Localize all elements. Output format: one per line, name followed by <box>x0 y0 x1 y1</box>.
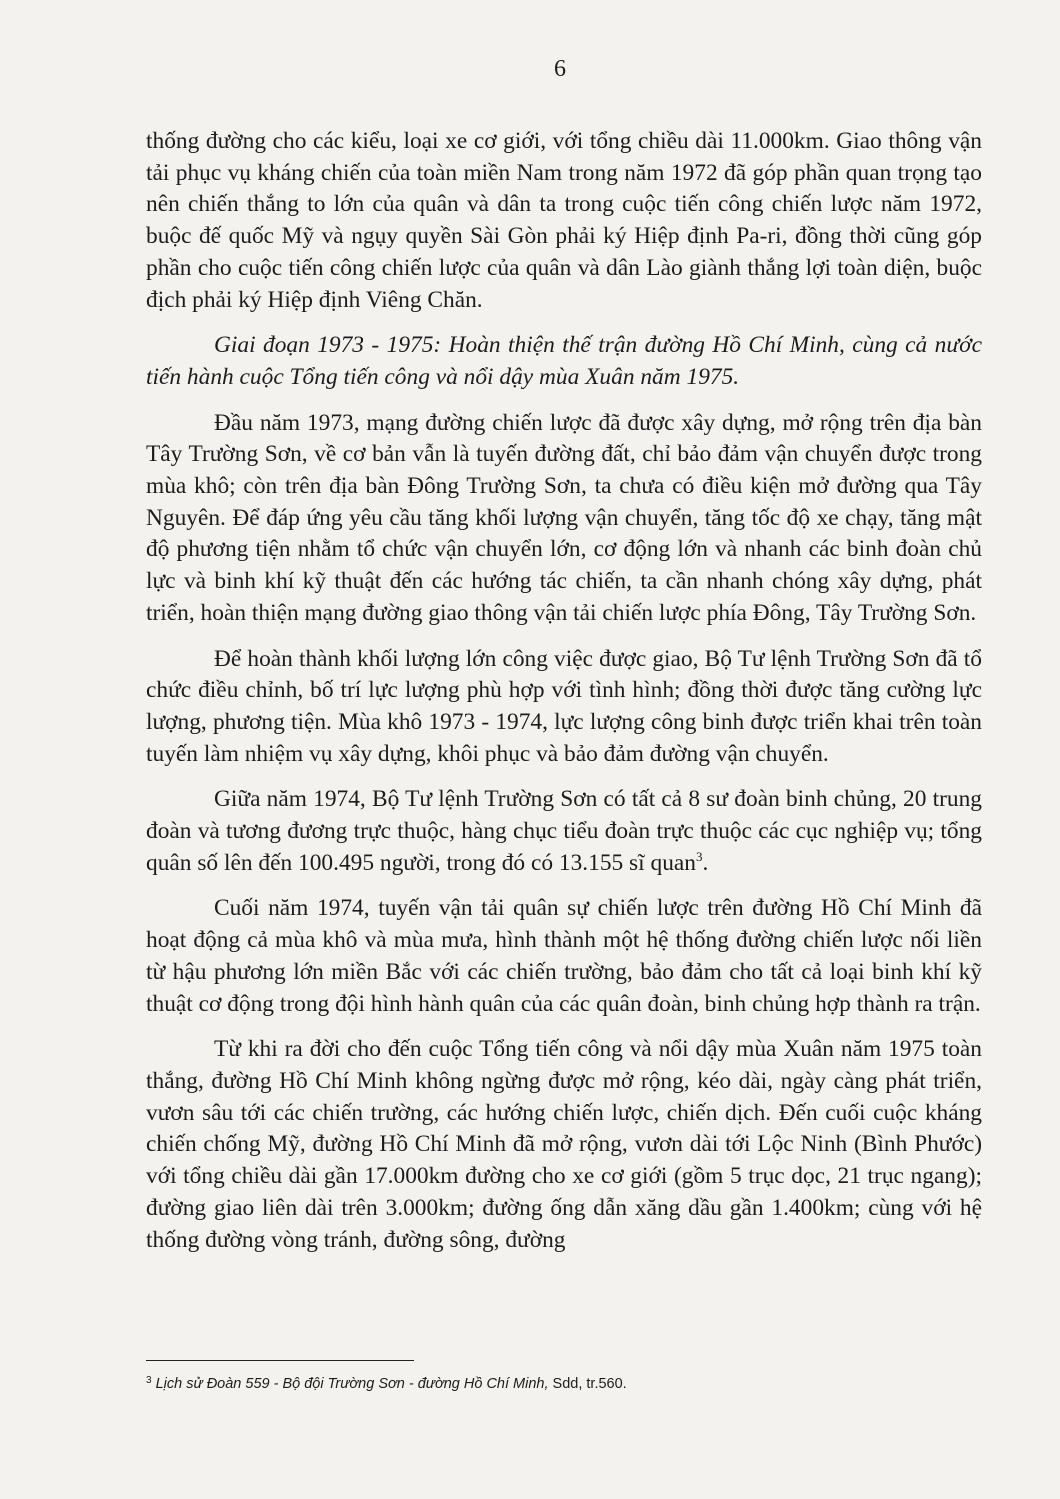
footnote-divider <box>146 1360 414 1361</box>
page-number: 6 <box>554 56 566 82</box>
footnote-marker: 3 <box>695 848 703 864</box>
paragraph-5-text: Giữa năm 1974, Bộ Tư lệnh Trường Sơn có tất cả 8 sư đoàn binh chủng, 20 trung đoàn và tương đương trực thuộc, hàng chục tiểu đoàn trực thuộc các cục nghiệp vụ; tổng quân số lên đến 100.495 người, trong đó có 13.155 sĩ quan <box>146 786 982 876</box>
footnote <box>146 1376 982 1392</box>
paragraph-3: Đầu năm 1973, mạng đường chiến lược đã được xây dựng, mở rộng trên địa bàn Tây Trường Sơn, về cơ bản vẫn là tuyến đường đất, chỉ bảo đảm vận chuyển được trong mùa khô; còn trên địa bàn Đông Trường Sơn, ta chưa có điều kiện mở đường qua Tây Nguyên. Để đáp ứng yêu cầu tăng khối lượng vận chuyển, tăng tốc độ xe chạy, tăng mật độ phương tiện nhằm tổ chức vận chuyển lớn, cơ động lớn và nhanh các binh đoàn chủ lực và binh khí kỹ thuật đến các hướng tác chiến, ta cần nhanh chóng xây dựng, phát triển, hoàn thiện mạng đường giao thông vận tải chiến lược phía Đông, Tây Trường Sơn. <box>146 409 982 626</box>
body-text <box>146 126 982 1270</box>
paragraph-5: Giữa năm 1974, Bộ Tư lệnh Trường Sơn có tất cả 8 sư đoàn binh chủng, 20 trung đoàn và tương đương trực thuộc, hàng chục tiểu đoàn trực thuộc các cục nghiệp vụ; tổng quân số lên đến 100.495 người, trong đó có 13.155 sĩ quan$^3$. <box>146 786 982 876</box>
footnote-detail: Sdd, tr.560. <box>548 1376 627 1392</box>
footnote-reference: Lịch sử Đoàn 559 - Bộ đội Trường Sơn - đường Hồ Chí Minh, <box>155 1376 549 1392</box>
paragraph-4: Để hoàn thành khối lượng lớn công việc được giao, Bộ Tư lệnh Trường Sơn đã tổ chức điều chỉnh, bố trí lực lượng phù hợp với tình hình; đồng thời được tăng cường lực lượng, phương tiện. Mùa khô 1973 - 1974, lực lượng công binh được triển khai trên toàn tuyến làm nhiệm vụ xây dựng, khôi phục và bảo đảm đường vận chuyển. <box>146 645 982 767</box>
section-heading: Giai đoạn 1973 - 1975: Hoàn thiện thế trận đường Hồ Chí Minh, cùng cả nước tiến hành cuộc Tổng tiến công và nổi dậy mùa Xuân năm 1975. <box>146 332 982 390</box>
paragraph-7: Từ khi ra đời cho đến cuộc Tổng tiến công và nổi dậy mùa Xuân năm 1975 toàn thắng, đường Hồ Chí Minh không ngừng được mở rộng, kéo dài, ngày càng phát triển, vươn sâu tới các chiến trường, các hướng chiến lược, chiến dịch. Đến cuối cuộc kháng chiến chống Mỹ, đường Hồ Chí Minh đã mở rộng, vươn dài tới Lộc Ninh (Bình Phước) với tổng chiều dài gần 17.000km đường cho xe cơ giới (gồm 5 trục dọc, 21 trục ngang); đường giao liên dài trên 3.000km; đường ống dẫn xăng dầu gần 1.400km; cùng với hệ thống đường vòng tránh, đường sông, đường <box>146 1036 982 1253</box>
footnote-number: 3 <box>146 1375 152 1386</box>
paragraph-6: Cuối năm 1974, tuyến vận tải quân sự chiến lược trên đường Hồ Chí Minh đã hoạt động cả mùa khô và mùa mưa, hình thành một hệ thống đường chiến lược nối liền từ hậu phương lớn miền Bắc với các chiến trường, bảo đảm cho tất cả loại binh khí kỹ thuật cơ động trong đội hình hành quân của các quân đoàn, binh chủng hợp thành ra trận. <box>146 895 982 1017</box>
paragraph-1: thống đường cho các kiểu, loại xe cơ giới, với tổng chiều dài 11.000km. Giao thông vận tải phục vụ kháng chiến của toàn miền Nam trong năm 1972 đã góp phần quan trọng tạo nên chiến thắng to lớn của quân và dân ta trong cuộc tiến công chiến lược năm 1972, buộc đế quốc Mỹ và ngụy quyền Sài Gòn phải ký Hiệp định Pa-ri, đồng thời cũng góp phần cho cuộc tiến công chiến lược của quân và dân Lào giành thắng lợi toàn diện, buộc địch phải ký Hiệp định Viêng Chăn. <box>146 128 982 313</box>
